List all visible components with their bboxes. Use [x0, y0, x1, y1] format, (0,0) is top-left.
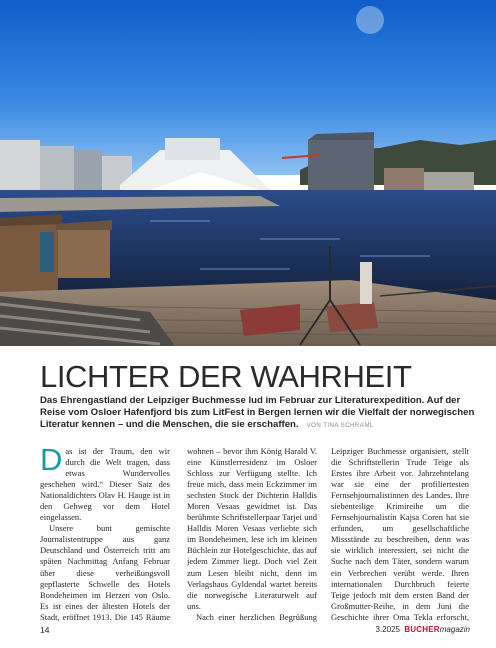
logo-part-magazin: magazin — [439, 625, 470, 634]
paragraph — [40, 446, 170, 523]
page-footer — [40, 625, 470, 637]
body-column-2 — [187, 446, 317, 622]
paragraph-text: Nach einer herzlichen Begrüßung — [196, 611, 317, 622]
page-number: 14 — [40, 625, 50, 635]
issue-number: 3.2025 — [375, 625, 400, 634]
paragraph: wohnen – bevor ihm König Harald V. eine Künstlerresidenz im Osloer Schloss zur Verfügung stellte. Ich freue mich, dass mein Eckzimmer im sechsten Stock der Dichterin Halldis Moren Vesaas gewidmet ist. Das berühmte Schriftstellerpaar Tarjei und Halldis Moren Vesaas verliebte sich im Bondeheimen, lese ich im kleinen Büchlein zur Hotelgeschichte, das auf jedem Zimmer liegt. Doch viel Zeit zum Lesen bleibt nicht, denn im Verlagshaus Gyldendal wartet bereits die norwegische Literaturwelt auf uns. — [187, 446, 317, 611]
article-lead — [40, 395, 480, 432]
paragraph-text: as ist der Traum, den wir durch die Welt tragen, dass etwas Wundervolles geschehen wird.“ Dieser Satz des Nationaldichters Olav H. Hauge ist in den Gehweg vor dem Hotel eingelassen. — [40, 446, 170, 523]
magazine-logo — [404, 625, 470, 634]
byline: VON TINA SCHRAML — [306, 422, 374, 429]
body-column-3 — [331, 446, 469, 622]
drop-cap: D — [40, 446, 63, 477]
paragraph — [187, 612, 317, 622]
paragraph: Unsere bunt gemischte Journalistentruppe aus ganz Deutschland und Österreich tritt am späten Nachmittag Anfang Februar über diese verheißungsvoll gepflasterte Schwelle des Hotels Bondeheimen im Herzen von Oslo. Es ist eines der ältesten Hotels der Stadt, eröffnet 1913. Die 145 Räume — [40, 523, 170, 622]
logo-part-bucher: BUCHER — [404, 625, 440, 634]
paragraph: Leipziger Buchmesse organisiert, stellt die Schriftstellerin Trude Teige als Erstes ihre Arbeit vor. Jahrzehntelang war sie eine der profiliertesten Fernsehjournalistinnen des Landes. Ihre siebenteilige Krimireihe um die Fernsehjournalistin Kajsa Coren hat sie erfunden, um gesellschaftliche Missstände zu beschreiben, denn was sie wirklich interessiert, sei nicht die Suche nach dem Täter, sondern warum ein Verbrechen verübt werde. Ihren internationalen Durchbruch feierte Teige jedoch mit dem ersten Band der Großmutter-Reihe, in dem Juni die Geschichte ihrer Oma Tekla erforscht, — [331, 446, 469, 622]
article-headline: LICHTER DER WAHRHEIT — [40, 359, 412, 394]
lead-text: Das Ehrengastland der Leipziger Buchmesse lud im Februar zur Literaturexpedition. Auf der Reise vom Osloer Hafenfjord bis zum LitFest in Bergen lernen wir die Vielfalt der norwegischen Literatur kennen – und die Menschen, die sie erschaffen. — [40, 395, 475, 430]
body-column-1 — [40, 446, 170, 622]
